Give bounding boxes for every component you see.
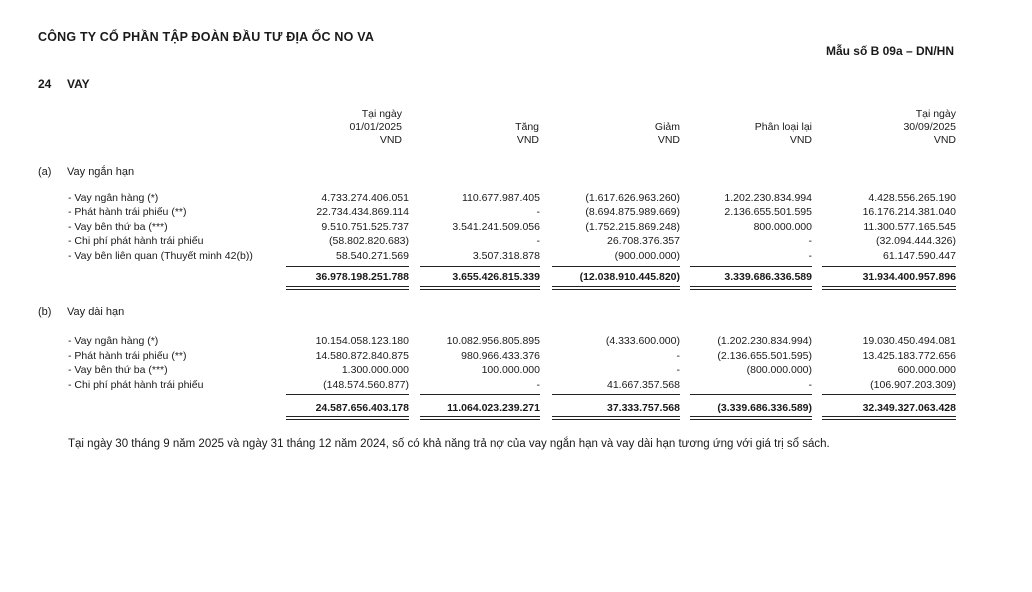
row-label: - Vay ngân hàng (*): [68, 335, 159, 347]
cell-value: 4.428.556.265.190: [868, 192, 956, 204]
cell-value: 61.147.590.447: [883, 249, 956, 262]
cell-value: 10.082.956.805.895: [446, 335, 540, 347]
cell-value: -: [808, 378, 812, 391]
cell-value: (1.202.230.834.994): [717, 335, 812, 347]
cell-value: (900.000.000): [614, 249, 680, 262]
column-header-opening: Tại ngày 01/01/2025 VND: [349, 108, 402, 146]
cell-value: (32.094.444.326): [876, 235, 956, 248]
column-header-closing: Tại ngày 30/09/2025 VND: [903, 108, 956, 146]
cell-value: (58.802.820.683): [329, 235, 409, 248]
row-label: - Vay bên thứ ba (***): [68, 220, 168, 233]
section-title: VAY: [67, 77, 90, 91]
cell-value: 9.510.751.525.737: [321, 220, 409, 233]
total-value: (3.339.686.336.589): [717, 402, 812, 414]
total-value: 3.655.426.815.339: [452, 271, 540, 283]
cell-value: 100.000.000: [481, 364, 540, 377]
cell-value: -: [676, 349, 680, 362]
short-term-title: Vay ngắn hạn: [67, 166, 135, 178]
cell-value: 14.580.872.840.875: [315, 349, 409, 362]
row-label: - Vay ngân hàng (*): [68, 192, 159, 204]
cell-value: 1.202.230.834.994: [724, 192, 812, 204]
row-label: - Phát hành trái phiếu (**): [68, 349, 187, 362]
cell-value: 41.667.357.568: [607, 378, 680, 391]
cell-value: -: [536, 206, 540, 219]
cell-value: -: [536, 235, 540, 248]
section-number: 24: [38, 77, 52, 91]
total-value: (12.038.910.445.820): [579, 271, 680, 283]
total-value: 36.978.198.251.788: [315, 271, 409, 283]
total-value: 24.587.656.403.178: [315, 402, 409, 414]
total-value: 31.934.400.957.896: [862, 271, 956, 283]
cell-value: 600.000.000: [897, 364, 956, 377]
row-label: - Chi phí phát hành trái phiếu: [68, 378, 204, 391]
cell-value: 980.966.433.376: [461, 349, 540, 362]
cell-value: 19.030.450.494.081: [862, 335, 956, 347]
cell-value: 800.000.000: [753, 220, 812, 233]
cell-value: 10.154.058.123.180: [315, 335, 409, 347]
cell-value: 16.176.214.381.040: [862, 206, 956, 219]
column-header-decrease: Giảm VND: [654, 121, 680, 146]
cell-value: (148.574.560.877): [323, 378, 409, 391]
cell-value: 26.708.376.357: [607, 235, 680, 248]
footnote: Tại ngày 30 tháng 9 năm 2025 và ngày 31 tháng 12 năm 2024, số có khả năng trả nợ của vay ngắn hạn và vay dài hạn tương ứng với giá trị sổ sách.: [68, 438, 830, 450]
cell-value: 3.507.318.878: [472, 249, 540, 262]
cell-value: 58.540.271.569: [336, 249, 409, 262]
total-value: 37.333.757.568: [607, 402, 680, 414]
cell-value: (2.136.655.501.595): [717, 349, 812, 362]
cell-value: -: [808, 235, 812, 248]
cell-value: -: [536, 378, 540, 391]
cell-value: 1.300.000.000: [341, 364, 409, 377]
cell-value: 13.425.183.772.656: [862, 349, 956, 362]
short-term-marker: (a): [38, 166, 52, 178]
cell-value: (8.694.875.989.669): [585, 206, 680, 219]
cell-value: 4.733.274.406.051: [321, 192, 409, 204]
cell-value: (4.333.600.000): [605, 335, 680, 347]
form-code: Mẫu số B 09a – DN/HN: [825, 44, 954, 58]
long-term-title: Vay dài hạn: [67, 306, 125, 318]
row-label: - Vay bên liên quan (Thuyết minh 42(b)): [68, 249, 253, 262]
cell-value: -: [808, 249, 812, 262]
row-label: - Chi phí phát hành trái phiếu: [68, 235, 204, 248]
company-name: CÔNG TY CỔ PHẦN TẬP ĐOÀN ĐẦU TƯ ĐỊA ỐC NO VA: [38, 30, 375, 44]
long-term-marker: (b): [38, 306, 52, 318]
row-label: - Vay bên thứ ba (***): [68, 364, 168, 377]
column-header-reclassification: Phân loại lại VND: [754, 121, 812, 146]
total-value: 11.064.023.239.271: [447, 402, 540, 414]
cell-value: (1.752.215.869.248): [585, 220, 680, 233]
cell-value: (800.000.000): [746, 364, 812, 377]
cell-value: 22.734.434.869.114: [316, 206, 409, 219]
cell-value: 110.677.987.405: [461, 192, 540, 204]
total-value: 32.349.327.063.428: [862, 402, 956, 414]
cell-value: 2.136.655.501.595: [724, 206, 812, 219]
cell-value: 11.300.577.165.545: [863, 220, 956, 233]
cell-value: (106.907.203.309): [870, 378, 956, 391]
row-label: - Phát hành trái phiếu (**): [68, 206, 187, 219]
cell-value: (1.617.626.963.260): [585, 192, 680, 204]
total-value: 3.339.686.336.589: [724, 271, 812, 283]
cell-value: 3.541.241.509.056: [452, 220, 540, 233]
cell-value: -: [676, 364, 680, 377]
column-header-increase: Tăng VND: [515, 121, 539, 146]
